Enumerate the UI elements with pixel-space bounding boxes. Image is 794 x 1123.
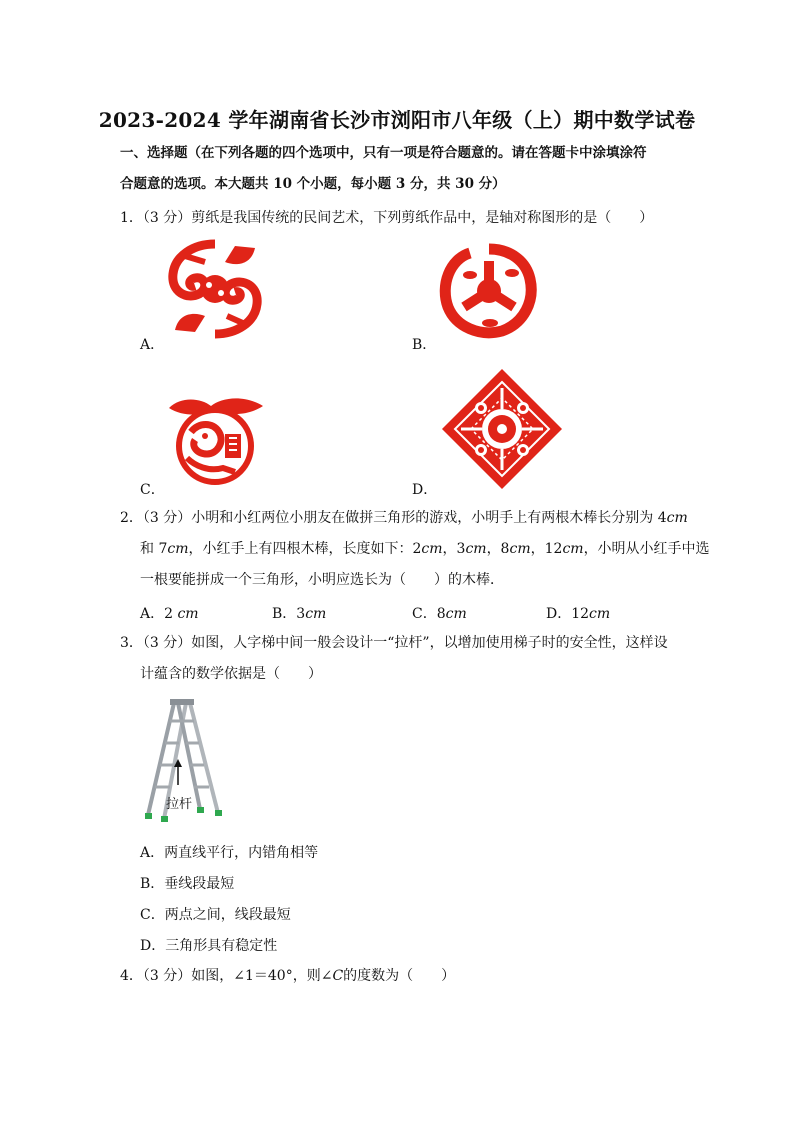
q2-text-part: ，12	[530, 541, 563, 557]
option-label: C．8	[412, 606, 446, 622]
question-1-text: 1．（3 分）剪纸是我国传统的民间艺术，下列剪纸作品中，是轴对称图形的是（ ）	[120, 210, 654, 226]
option-label: D．12	[546, 606, 590, 622]
question-2-line-1-text: 2．（3 分）小明和小红两位小朋友在做拼三角形的游戏，小明手上有两根木棒长分别为 4	[120, 510, 667, 526]
q2-text-part: ，小红手上有四根木棒，长度如下：2	[188, 541, 422, 557]
unit-cm: cm	[509, 541, 531, 557]
unit-cm: cm	[589, 606, 611, 622]
question-2-option-d	[546, 603, 610, 623]
q2-text-part: ，3	[442, 541, 466, 557]
unit-cm: cm	[177, 606, 199, 622]
question-3-option-b: B．垂线段最短	[140, 876, 235, 892]
q4-text-part: 4．（3 分）如图，∠1＝40°，则∠	[120, 968, 333, 984]
question-2-line-2	[140, 539, 710, 559]
question-3-line-2: 计蕴含的数学依据是（ ）	[140, 666, 322, 682]
option-label: B．3	[272, 606, 306, 622]
question-1-option-a: A．	[140, 337, 165, 353]
question-3-option-c: C．两点之间，线段最短	[140, 907, 291, 923]
papercut-image-c	[165, 392, 267, 484]
option-label: A．2	[140, 606, 178, 622]
question-1-option-d: D．	[412, 482, 438, 498]
q4-text-part: 的度数为（ ）	[343, 968, 456, 984]
question-2-option-c	[412, 603, 467, 623]
question-2-option-a	[140, 603, 199, 623]
unit-cm: cm	[562, 541, 584, 557]
section-heading-line-2: 合题意的选项。本大题共 10 个小题，每小题 3 分，共 30 分）	[120, 176, 506, 192]
question-3-line-1: 3．（3 分）如图，人字梯中间一般会设计一“拉杆”，以增加使用梯子时的安全性，这样设	[120, 635, 668, 651]
question-3-option-d: D．三角形具有稳定性	[140, 938, 278, 954]
unit-cm: cm	[421, 541, 443, 557]
papercut-image-a	[165, 242, 265, 336]
papercut-image-d	[441, 368, 563, 490]
q2-text-part: ，8	[486, 541, 510, 557]
question-2-line-3: 一根要能拼成一个三角形，小明应选长为（ ）的木棒．	[140, 572, 504, 588]
question-3-option-a: A．两直线平行，内错角相等	[140, 845, 319, 861]
unit-cm: cm	[167, 541, 189, 557]
unit-cm: cm	[465, 541, 487, 557]
question-2-option-b	[272, 603, 326, 623]
q2-text-part: ，小明从小红手中选	[583, 541, 710, 557]
ladder-label: 拉杆	[166, 797, 193, 812]
papercut-image-b	[440, 245, 538, 337]
section-heading	[120, 138, 680, 200]
unit-cm: cm	[445, 606, 467, 622]
question-2-line-1	[120, 508, 688, 528]
angle-variable: C	[332, 968, 344, 984]
unit-cm: cm	[666, 510, 688, 526]
question-4-text	[120, 966, 455, 986]
unit-cm: cm	[305, 606, 327, 622]
question-1-option-b: B．	[412, 337, 437, 353]
page-title: 2023-2024 学年湖南省长沙市浏阳市八年级（上）期中数学试卷	[98, 108, 696, 132]
section-heading-line-1: 一、选择题（在下列各题的四个选项中，只有一项是符合题意的。请在答题卡中涂填涂符	[120, 145, 647, 161]
question-1-option-c: C．	[140, 482, 165, 498]
q2-text-part: 和 7	[140, 541, 168, 557]
